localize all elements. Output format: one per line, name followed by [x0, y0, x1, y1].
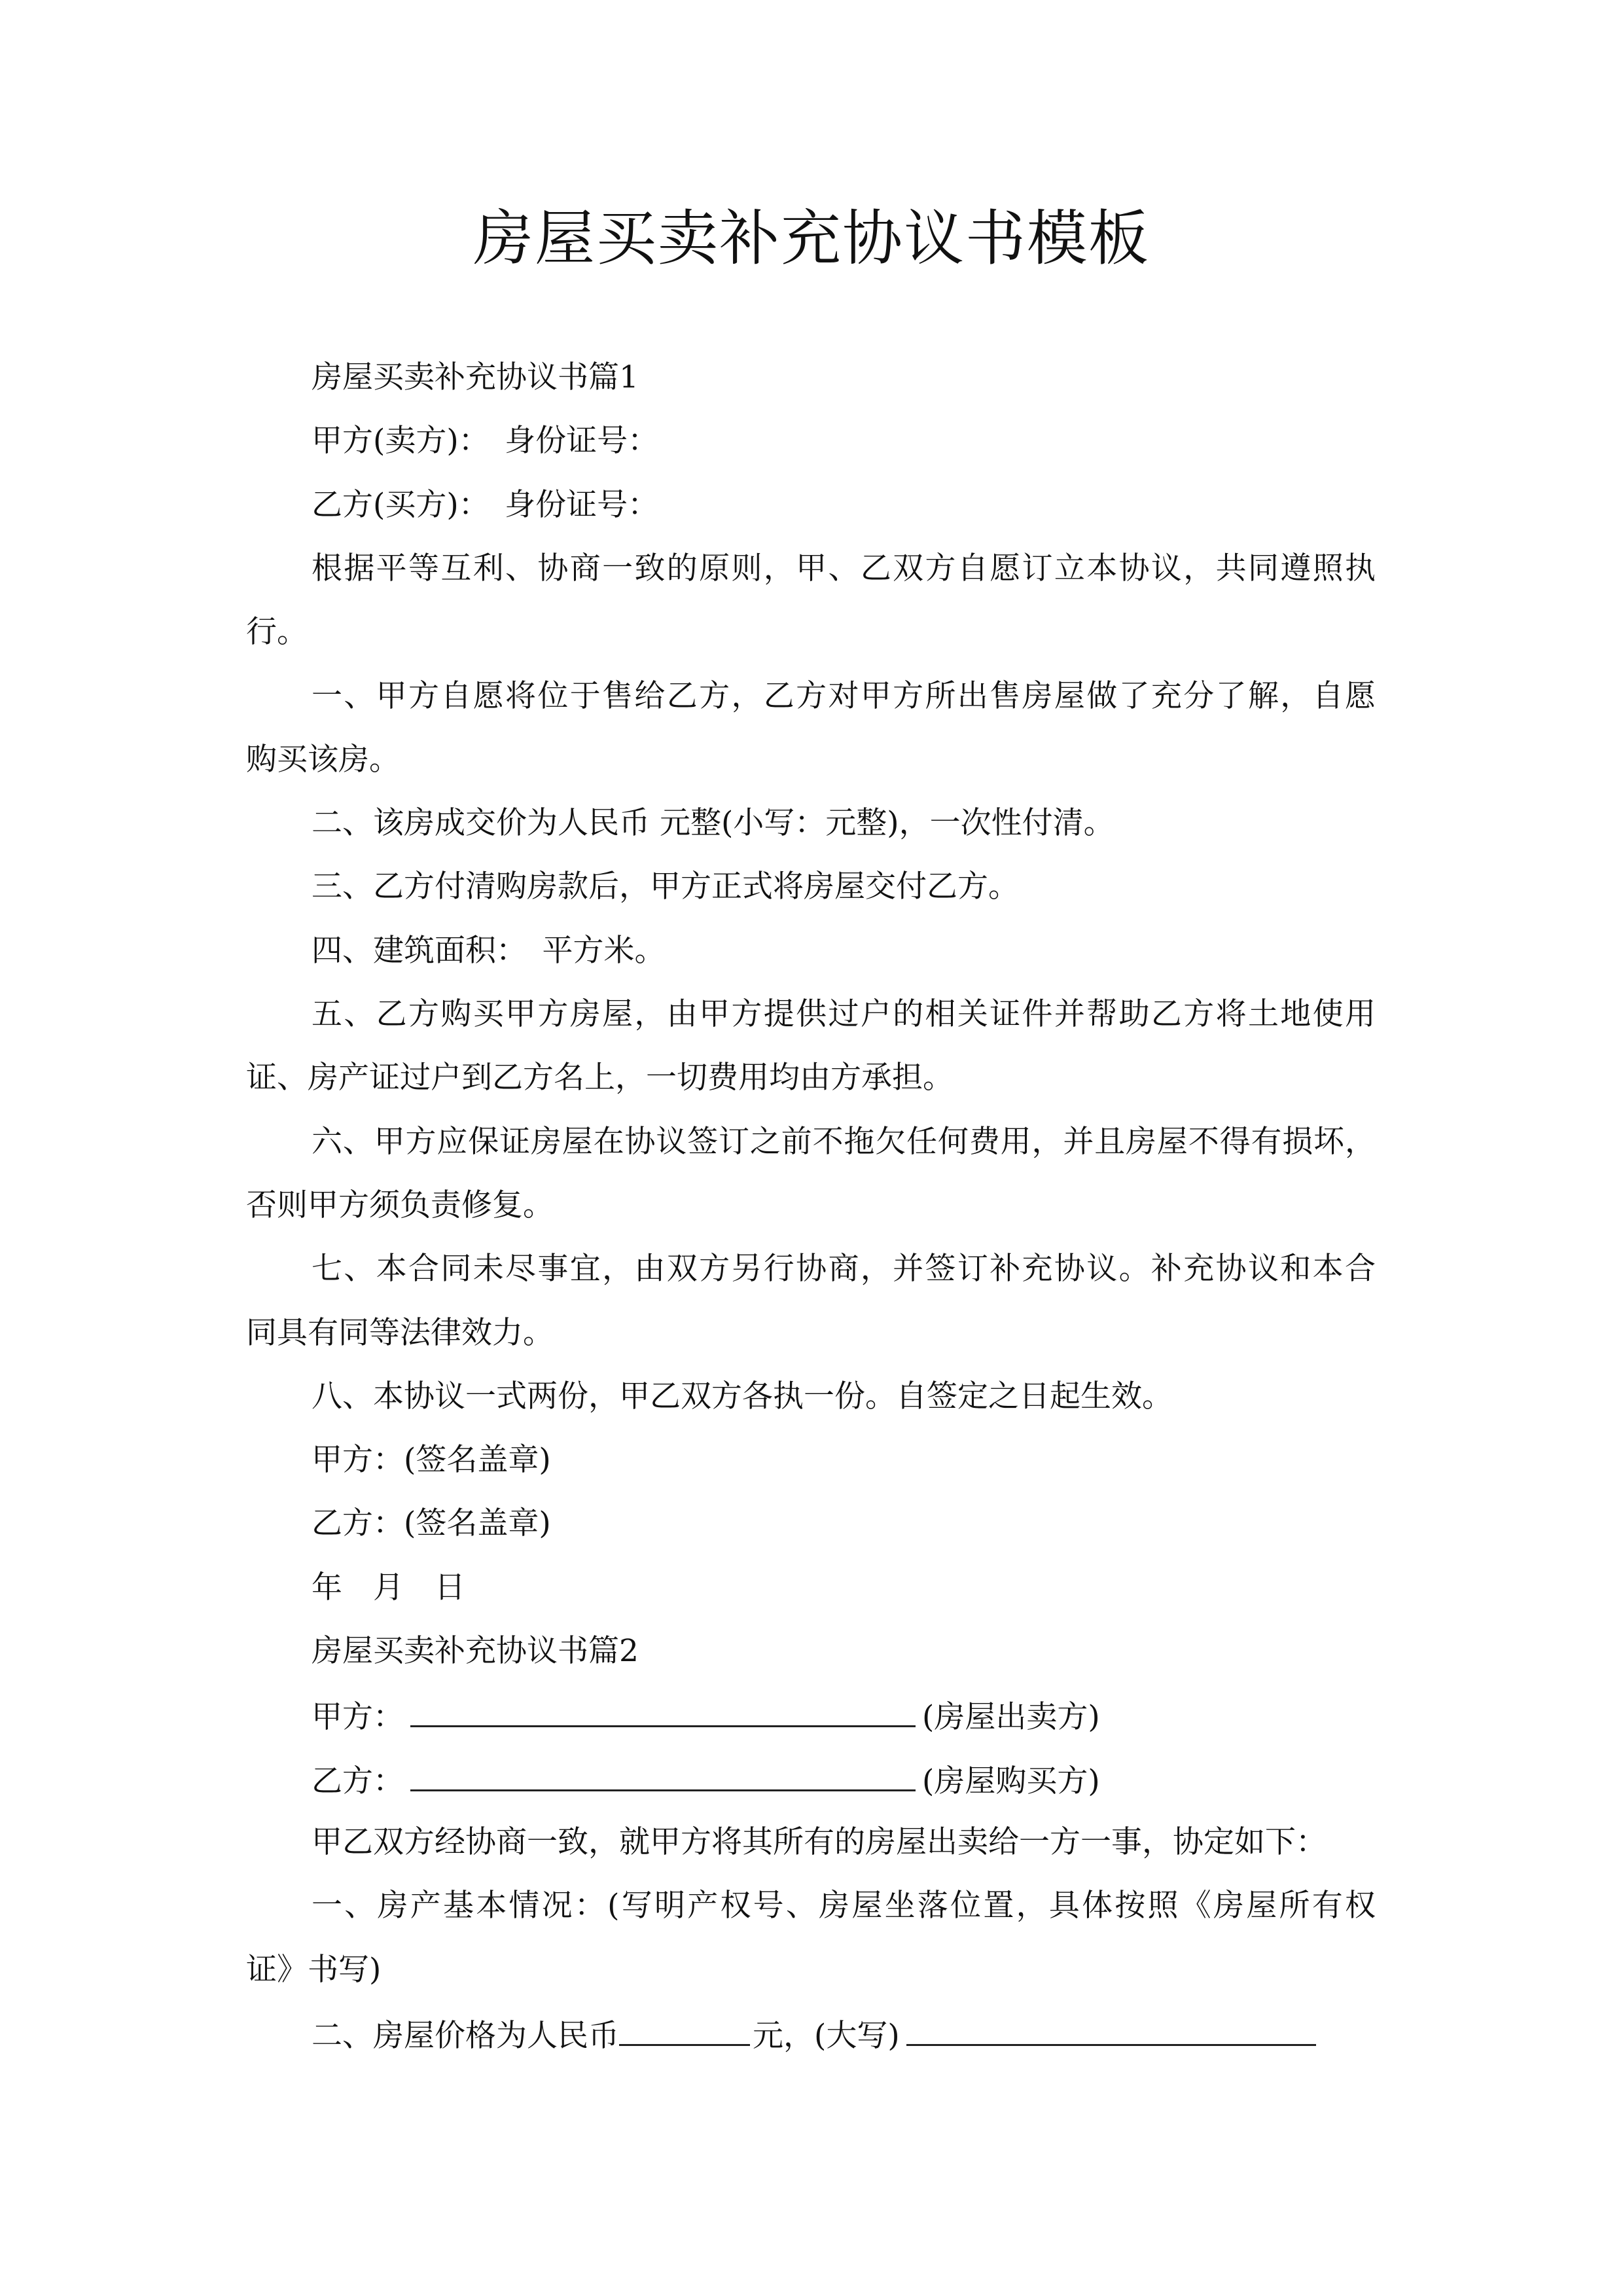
- party-b-label: 乙方：: [312, 1763, 404, 1799]
- property-info-line: 证》书写): [246, 1951, 382, 1988]
- clause-8: 八、本协议一式两份，甲乙双方各执一份。自签定之日起生效。: [312, 1378, 1173, 1414]
- paragraph-line: 行。: [246, 614, 308, 651]
- clause-1-line: 一、甲方自愿将位于售给乙方，乙方对甲方所出售房屋做了充分了解，自愿: [312, 677, 1376, 714]
- party-a-seller: 甲方(卖方)： 身份证号：: [312, 423, 659, 459]
- party-a-label: 甲方：: [312, 1699, 404, 1736]
- clause-4: 四、建筑面积： 平方米。: [312, 932, 666, 969]
- clause-6-line: 否则甲方须负责修复。: [246, 1187, 554, 1223]
- price-unit: 元，(大写): [753, 2017, 900, 2054]
- party-b-note: (房屋购买方): [922, 1763, 1100, 1799]
- section-heading-1: 房屋买卖补充协议书篇1: [312, 359, 639, 395]
- price-amount-blank: [619, 2014, 750, 2046]
- price-uppercase-blank: [906, 2014, 1316, 2046]
- party-a-note: (房屋出卖方): [922, 1699, 1100, 1736]
- party-b-blank: [410, 1759, 916, 1791]
- clause-5-line: 证、房产证过户到乙方名上，一切费用均由方承担。: [246, 1060, 954, 1096]
- party-a-field-row: [312, 1695, 1100, 1737]
- clause-5-line: 五、乙方购买甲方房屋，由甲方提供过户的相关证件并帮助乙方将土地使用: [312, 996, 1376, 1032]
- clause-7-line: 同具有同等法律效力。: [246, 1314, 554, 1351]
- agreement-intro: 甲乙双方经协商一致，就甲方将其所有的房屋出卖给一方一事，协定如下：: [312, 1823, 1327, 1860]
- paragraph-line: 根据平等互利、协商一致的原则，甲、乙双方自愿订立本协议，共同遵照执: [312, 550, 1376, 586]
- party-a-blank: [410, 1695, 916, 1727]
- clause-7-line: 七、本合同未尽事宜，由双方另行协商，并签订补充协议。补充协议和本合: [312, 1251, 1376, 1287]
- clause-6-line: 六、甲方应保证房屋在协议签订之前不拖欠任何费用，并且房屋不得有损坏，: [312, 1123, 1376, 1160]
- clause-3: 三、乙方付清购房款后，甲方正式将房屋交付乙方。: [312, 869, 1019, 905]
- party-b-field-row: [312, 1759, 1100, 1801]
- property-info-line: 一、房产基本情况：(写明产权号、房屋坐落位置，具体按照《房屋所有权: [312, 1888, 1376, 1924]
- clause-2: 二、该房成交价为人民币 元整(小写：元整)，一次性付清。: [312, 805, 1115, 842]
- date-line: 年 月 日: [312, 1569, 465, 1605]
- section-heading-2: 房屋买卖补充协议书篇2: [312, 1633, 639, 1669]
- signature-party-a: 甲方：(签名盖章): [312, 1442, 551, 1479]
- party-b-buyer: 乙方(买方)： 身份证号：: [312, 486, 659, 523]
- price-prefix: 二、房屋价格为人民币: [312, 2017, 619, 2054]
- clause-1-line: 购买该房。: [246, 741, 400, 778]
- signature-party-b: 乙方：(签名盖章): [312, 1505, 551, 1542]
- price-row: [312, 2014, 1323, 2056]
- document-title: 房屋买卖补充协议书模板: [473, 204, 1150, 274]
